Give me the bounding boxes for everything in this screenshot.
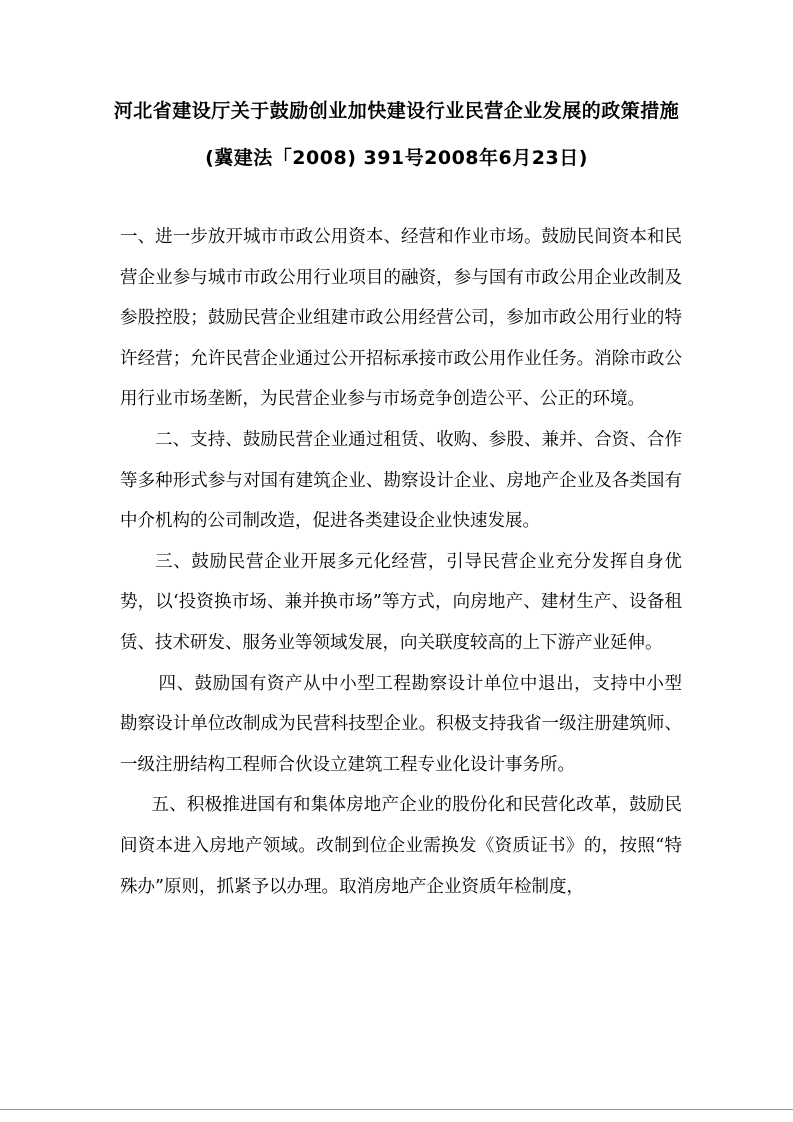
paragraph-1: 一、进一步放开城市市政公用资本、经营和作业市场。鼓励民间资本和民营企业参与城市市政公用行业项目的融资，参与国有市政公用企业改制及参股控股；鼓励民营企业组建市政公用经营公司，参加市政公用行业的特许经营；允许民营企业通过公开招标承接市政公用作业任务。消除市政公用行业市场垄断，为民营企业参与市场竞争创造公平、公正的环境。 xyxy=(120,227,682,410)
paragraph-3: 三、鼓励民营企业开展多元化经营，引导民营企业充分发挥自身优势，以‘投资换市场、兼并换市场”等方式，向房地产、建材生产、设备租赁、技术研发、服务业等领域发展，向关联度较高的上下游产业延伸。 xyxy=(120,551,682,653)
document-subtitle: (冀建法「2008) 391号2008年6月23日) xyxy=(205,147,588,169)
page-bottom-divider xyxy=(0,1109,793,1110)
paragraph-4: 四、鼓励国有资产从中小型工程勘察设计单位中退出，支持中小型勘察设计单位改制成为民营科技型企业。积极支持我省一级注册建筑师、一级注册结构工程师合伙设立建筑工程专业化设计事务所。 xyxy=(120,673,682,775)
paragraph-2: 二、支持、鼓励民营企业通过租赁、收购、参股、兼并、合资、合作等多种形式参与对国有建筑企业、勘察设计企业、房地产企业及各类国有中介机构的公司制改造，促进各类建设企业快速发展。 xyxy=(120,429,682,532)
paragraph-5: 五、积极推进国有和集体房地产企业的股份化和民营化改革，鼓励民间资本进入房地产领域。改制到位企业需换发《资质证书》的，按照“特殊办”原则，抓紧予以办理。取消房地产企业资质年检制度， xyxy=(120,795,682,897)
document-body xyxy=(120,217,682,907)
document-title: 河北省建设厅关于鼓励创业加快建设行业民营企业发展的政策措施 xyxy=(113,100,680,122)
